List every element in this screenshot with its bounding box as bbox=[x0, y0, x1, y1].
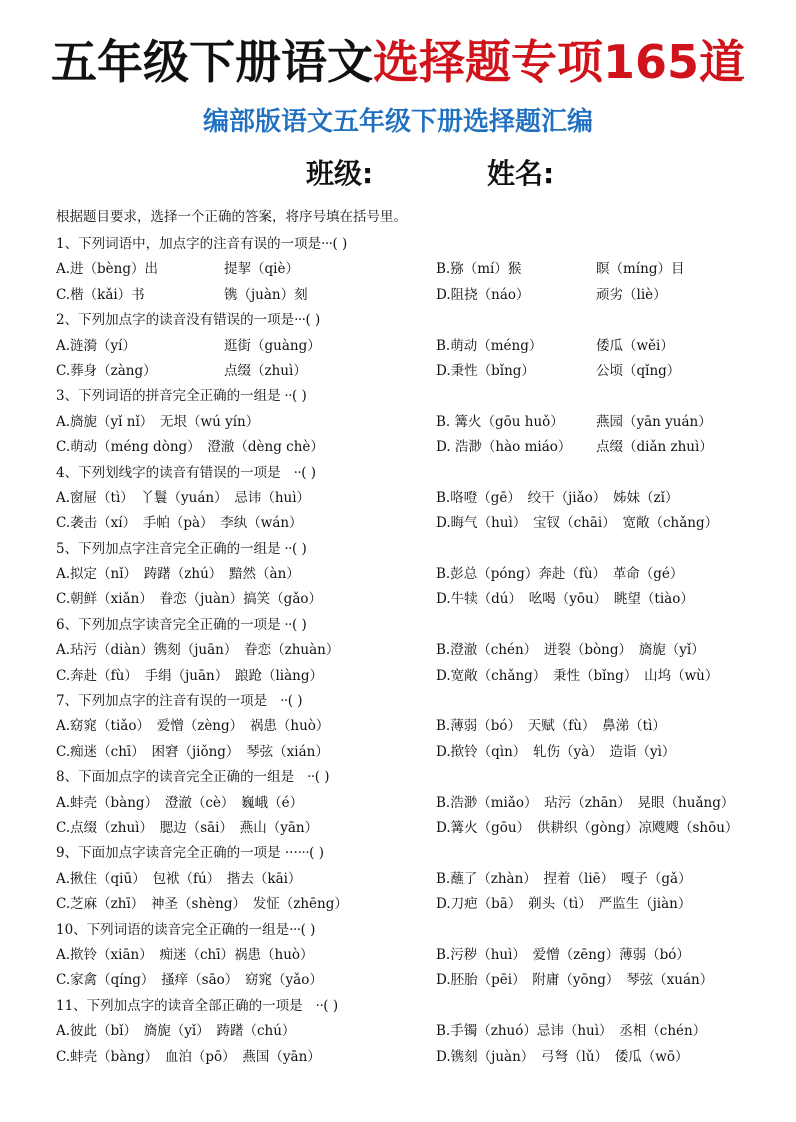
question-item bbox=[56, 765, 746, 841]
option-row bbox=[56, 638, 746, 663]
leader-dots: ·· bbox=[280, 388, 292, 405]
question-stem bbox=[56, 918, 746, 943]
leader-dots: ··· bbox=[297, 845, 310, 862]
option-text: C.袭击（xí） 手帕（pà） 李纨（wán） bbox=[56, 515, 303, 532]
question-stem bbox=[56, 689, 746, 714]
question-text: 8、下面加点字的读音完全正确的一组是 bbox=[56, 769, 295, 786]
option-row bbox=[56, 867, 746, 892]
leader-dots: ·· bbox=[280, 464, 302, 481]
option-text: A.旖旎（yǐ nǐ） 无垠（wú yín） bbox=[56, 413, 260, 430]
option-text: C.家禽（qíng） 搔痒（sāo） 窈窕（yǎo） bbox=[56, 972, 323, 989]
option-text: 点缀（zhuì） bbox=[224, 362, 307, 379]
class-label: 班级: bbox=[306, 157, 374, 190]
question-stem bbox=[56, 841, 746, 866]
question-item bbox=[56, 841, 746, 917]
question-stem bbox=[56, 994, 746, 1019]
question-text: 7、下列加点字的注音有误的一项是 bbox=[56, 693, 268, 710]
option-text: A.揪住（qiū） 包袱（fú） 揩去（kāi） bbox=[56, 870, 302, 887]
question-text: 3、下列词语的拼音完全正确的一组是 bbox=[56, 388, 281, 405]
option-row bbox=[56, 740, 746, 765]
question-item bbox=[56, 308, 746, 384]
option-text: C.葬身（zàng） bbox=[56, 362, 157, 379]
question-stem bbox=[56, 308, 746, 333]
answer-blank[interactable]: ( ) bbox=[305, 312, 321, 329]
option-text: D.镌刻（juàn） 弓弩（lǔ） 倭瓜（wō） bbox=[436, 1048, 689, 1065]
option-text: D.篝火（gōu） 供耕织（gòng）凉飕飕（shōu） bbox=[436, 819, 739, 836]
question-item bbox=[56, 384, 746, 460]
option-text: D.刀疤（bā） 剃头（tì） 严监生（jiàn） bbox=[436, 896, 692, 913]
question-stem bbox=[56, 613, 746, 638]
option-row bbox=[56, 283, 746, 308]
option-row bbox=[56, 257, 746, 282]
option-text: B.蘸了（zhàn） 捏着（liē） 嘎子（gǎ） bbox=[436, 870, 692, 887]
leader-dots: ··· bbox=[294, 312, 306, 329]
leader-dots: ·· bbox=[294, 769, 315, 786]
question-stem bbox=[56, 461, 746, 486]
question-stem bbox=[56, 232, 746, 257]
option-text: D.晦气（huì） 宝钗（chāi） 宽敞（chǎng） bbox=[436, 515, 719, 532]
question-stem bbox=[56, 537, 746, 562]
leader-dots: ·· bbox=[280, 540, 292, 557]
question-text: 4、下列划线字的读音有错误的一项是 bbox=[56, 464, 281, 481]
option-text: C.痴迷（chī） 困窘（jiǒng） 琴弦（xián） bbox=[56, 743, 329, 760]
question-text: 1、下列词语中，加点字的注音有误的一项是 bbox=[56, 236, 322, 252]
option-text: C.芝麻（zhī） 神圣（shèng） 发怔（zhēng） bbox=[56, 896, 348, 913]
answer-blank[interactable]: ( ) bbox=[301, 464, 317, 481]
option-row bbox=[56, 968, 746, 993]
question-text: 5、下列加点字注音完全正确的一组是 bbox=[56, 540, 281, 557]
leader-dots: ··· bbox=[289, 921, 301, 938]
option-text: D.阻挠（náo） bbox=[436, 286, 530, 303]
option-text: B.咯噔（gē） 绞干（jiǎo） 姊妹（zǐ） bbox=[436, 489, 679, 506]
option-text: D.秉性（bǐng） bbox=[436, 362, 535, 379]
instruction: 根据题目要求，选择一个正确的答案，将序号填在括号里。 bbox=[56, 209, 407, 225]
option-text: B.浩渺（miǎo） 玷污（zhān） 晃眼（huǎng） bbox=[436, 794, 735, 811]
name-row bbox=[306, 156, 554, 192]
option-text: 顽劣（liè） bbox=[596, 286, 667, 303]
option-text: C.奔赴（fù） 手绢（juān） 踉跄（liàng） bbox=[56, 667, 323, 684]
option-row bbox=[56, 892, 746, 917]
question-item bbox=[56, 613, 746, 689]
option-row bbox=[56, 435, 746, 460]
leader-dots: ·· bbox=[302, 997, 324, 1014]
option-text: 倭瓜（wěi） bbox=[596, 337, 674, 354]
option-row bbox=[56, 562, 746, 587]
leader-dots: ·· bbox=[267, 693, 288, 710]
option-text: C.蚌壳（bàng） 血泊（pō） 燕国（yān） bbox=[56, 1048, 321, 1065]
option-text: A.彼此（bǐ） 旖旎（yǐ） 踌躇（chú） bbox=[56, 1023, 296, 1040]
leader-dots: ·· bbox=[280, 616, 292, 633]
question-text: 2、下列加点字的读音没有错误的一项是 bbox=[56, 312, 295, 329]
option-text: A.窈窕（tiǎo） 爱憎（zèng） 祸患（huò） bbox=[56, 718, 330, 735]
page-title bbox=[0, 34, 796, 90]
option-row bbox=[56, 714, 746, 739]
option-text: 提挈（qiè） bbox=[224, 261, 299, 278]
option-text: B.手镯（zhuó）忌讳（huì） 丞相（chén） bbox=[436, 1023, 707, 1040]
option-row bbox=[56, 791, 746, 816]
name-label: 姓名: bbox=[486, 157, 555, 190]
title-black-part: 五年级下册语文 bbox=[50, 35, 373, 89]
option-text: D.胚胎（pēi） 附庸（yōng） 琴弦（xuán） bbox=[436, 972, 714, 989]
answer-blank[interactable]: ( ) bbox=[287, 693, 303, 710]
option-text: B.萌动（méng） bbox=[436, 337, 543, 354]
option-row bbox=[56, 1019, 746, 1044]
option-text: B.彭总（póng）奔赴（fù） 革命（gé） bbox=[436, 566, 684, 583]
answer-blank[interactable]: ( ) bbox=[314, 769, 330, 786]
question-text: 9、下面加点字读音完全正确的一项是 ··· bbox=[56, 845, 298, 862]
question-text: 10、下列词语的读音完全正确的一组是 bbox=[56, 921, 290, 938]
option-text: 逛街（guàng） bbox=[224, 337, 321, 354]
question-item bbox=[56, 918, 746, 994]
option-text: C.楷（kǎi）书 bbox=[56, 286, 145, 303]
option-text: A.蚌壳（bàng） 澄澈（cè） 巍峨（é） bbox=[56, 794, 304, 811]
option-row bbox=[56, 511, 746, 536]
option-text: 镌（juàn）刻 bbox=[224, 286, 308, 303]
question-text: 6、下列加点字读音完全正确的一项是 bbox=[56, 616, 281, 633]
option-text: D.牛犊（dú） 吆喝（yōu） 眺望（tiào） bbox=[436, 591, 694, 608]
page-subtitle: 编部版语文五年级下册选择题汇编 bbox=[202, 107, 593, 137]
option-text: 点缀（diǎn zhuì） bbox=[596, 439, 713, 456]
question-item bbox=[56, 689, 746, 765]
option-row bbox=[56, 816, 746, 841]
option-text: C.朝鲜（xiǎn） 眷恋（juàn）搞笑（gǎo） bbox=[56, 591, 323, 608]
option-row bbox=[56, 410, 746, 435]
answer-blank[interactable]: ( ) bbox=[291, 616, 307, 633]
option-row bbox=[56, 359, 746, 384]
option-text: A.揿铃（xiān） 痴迷（chī）祸患（huò） bbox=[56, 946, 314, 963]
option-text: D.揿铃（qìn） 轧伤（yà） 造诣（yì） bbox=[436, 743, 676, 760]
option-text: A.拟定（nǐ） 踌躇（zhú） 黯然（àn） bbox=[56, 566, 300, 583]
question-stem bbox=[56, 384, 746, 409]
title-red-part: 选择题专项165道 bbox=[372, 35, 746, 89]
option-row bbox=[56, 664, 746, 689]
option-row bbox=[56, 1045, 746, 1070]
option-text: B.薄弱（bó） 天赋（fù） 鼻涕（tì） bbox=[436, 718, 666, 735]
leader-dots: ··· bbox=[321, 236, 333, 252]
option-text: A.进（bèng）出 bbox=[56, 261, 159, 278]
question-item bbox=[56, 461, 746, 537]
question-stem bbox=[56, 765, 746, 790]
option-text: B. 篝火（gōu huǒ） bbox=[436, 413, 564, 430]
answer-blank[interactable]: ( ) bbox=[291, 388, 307, 405]
option-text: 公顷（qǐng） bbox=[596, 362, 681, 379]
option-text: A.窗屉（tì） 丫鬟（yuán） 忌讳（huì） bbox=[56, 489, 311, 506]
option-text: C.点缀（zhuì） 腮边（sāi） 燕山（yān） bbox=[56, 819, 319, 836]
answer-blank[interactable]: ( ) bbox=[332, 236, 348, 252]
option-text: 瞑（míng）目 bbox=[596, 261, 685, 278]
answer-blank[interactable]: ( ) bbox=[300, 921, 316, 938]
option-row bbox=[56, 587, 746, 612]
answer-blank[interactable]: ( ) bbox=[309, 845, 324, 862]
question-item bbox=[56, 537, 746, 613]
option-text: B.污秽（huì） 爱憎（zēng）薄弱（bó） bbox=[436, 946, 690, 963]
answer-blank[interactable]: ( ) bbox=[323, 997, 339, 1014]
option-text: B.澄澈（chén） 迸裂（bòng） 旖旎（yǐ） bbox=[436, 642, 705, 659]
option-text: A.涟漪（yí） bbox=[56, 337, 136, 354]
question-item bbox=[56, 232, 746, 308]
option-text: A.玷污（diàn）镌刻（juān） 眷恋（zhuàn） bbox=[56, 642, 340, 659]
question-item bbox=[56, 994, 746, 1070]
option-text: B.猕（mí）猴 bbox=[436, 261, 522, 278]
question-list bbox=[56, 232, 746, 1070]
option-text: D.宽敞（chǎng） 秉性（bǐng） 山坞（wù） bbox=[436, 667, 719, 684]
option-text: 燕园（yān yuán） bbox=[596, 413, 712, 430]
option-row bbox=[56, 943, 746, 968]
option-text: C.萌动（méng dòng） 澄澈（dèng chè） bbox=[56, 439, 324, 456]
question-text: 11、下列加点字的读音全部正确的一项是 bbox=[56, 997, 303, 1014]
option-text: D. 浩渺（hào miáo） bbox=[436, 439, 572, 456]
answer-blank[interactable]: ( ) bbox=[291, 540, 307, 557]
option-row bbox=[56, 334, 746, 359]
option-row bbox=[56, 486, 746, 511]
